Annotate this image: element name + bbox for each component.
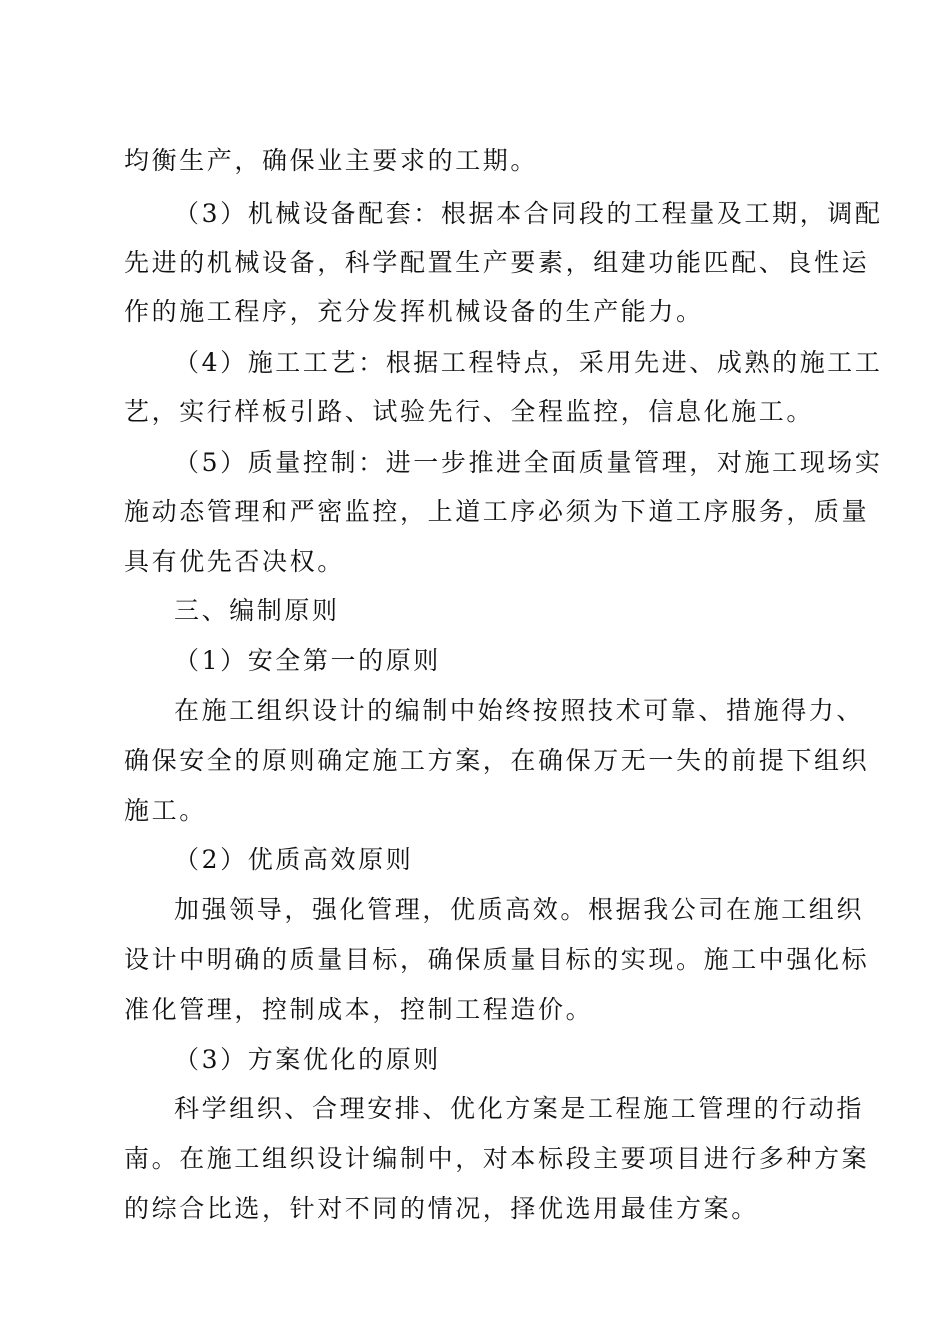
text-line: 先进的机械设备，科学配置生产要素，组建功能匹配、良性运 [124, 248, 870, 277]
text-line: 的综合比选，针对不同的情况，择优选用最佳方案。 [124, 1194, 759, 1223]
subsection-heading: （2）优质高效原则 [174, 845, 414, 874]
text-line: 具有优先否决权。 [124, 547, 345, 576]
section-heading: 三、编制原则 [174, 596, 340, 625]
text-line: 艺，实行样板引路、试验先行、全程监控，信息化施工。 [124, 397, 815, 426]
text-line: （5）质量控制：进一步推进全面质量管理，对施工现场实 [174, 448, 883, 477]
text-line: 施工。 [124, 796, 207, 825]
text-line: 设计中明确的质量目标，确保质量目标的实现。施工中强化标 [124, 945, 870, 974]
text-line: （4）施工工艺：根据工程特点，采用先进、成熟的施工工 [174, 348, 883, 377]
text-line: 准化管理，控制成本，控制工程造价。 [124, 995, 594, 1024]
text-line: 作的施工程序，充分发挥机械设备的生产能力。 [124, 297, 704, 326]
text-line: 科学组织、合理安排、优化方案是工程施工管理的行动指 [174, 1094, 865, 1123]
subsection-heading: （3）方案优化的原则 [174, 1045, 441, 1074]
text-line: 均衡生产，确保业主要求的工期。 [124, 146, 539, 175]
text-line: 确保安全的原则确定施工方案，在确保万无一失的前提下组织 [124, 746, 870, 775]
text-line: 在施工组织设计的编制中始终按照技术可靠、措施得力、 [174, 696, 865, 725]
text-line: 加强领导，强化管理，优质高效。根据我公司在施工组织 [174, 895, 865, 924]
subsection-heading: （1）安全第一的原则 [174, 646, 441, 675]
text-line: （3）机械设备配套：根据本合同段的工程量及工期，调配 [174, 199, 883, 228]
text-line: 南。在施工组织设计编制中，对本标段主要项目进行多种方案 [124, 1144, 870, 1173]
text-line: 施动态管理和严密监控，上道工序必须为下道工序服务，质量 [124, 497, 870, 526]
